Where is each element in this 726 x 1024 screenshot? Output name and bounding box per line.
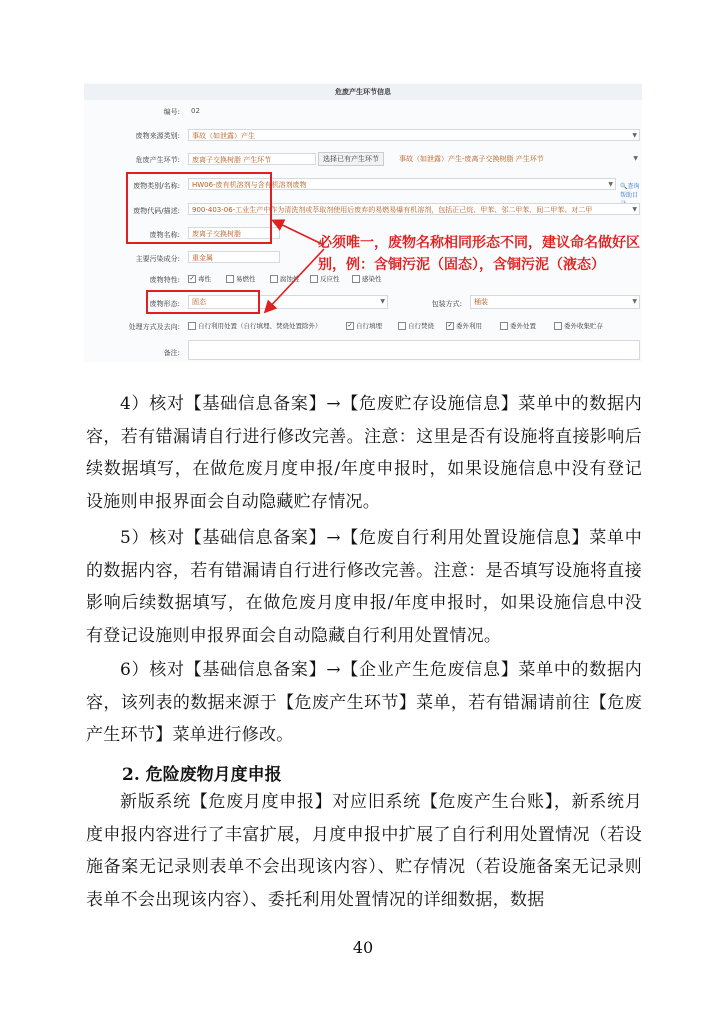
label-huanjie: 危废产生环节: [135, 156, 180, 164]
checkbox-outsourced-disposal[interactable] [500, 321, 536, 330]
select-baozhuang-value: 桶装 [474, 298, 488, 306]
checkbox-flammable[interactable] [226, 274, 256, 283]
select-xingtai-value: 固态 [192, 298, 206, 306]
input-wuran[interactable]: 重金属 [188, 251, 280, 263]
help-catalog-label: 查询帮助目 [620, 183, 640, 199]
form-header: 危废产生环节信息 [84, 84, 642, 100]
option-label: 感染性 [362, 275, 382, 283]
label-xingtai: 废物形态: [149, 300, 180, 308]
annotation-box-form [146, 290, 260, 314]
label-laiyuan: 废物来源类别: [135, 132, 180, 140]
checkbox-icon [500, 322, 508, 330]
select-laiyuan-value: 事故（如泄露）产生 [192, 132, 255, 140]
option-label: 委外处置 [510, 322, 536, 330]
paragraph-5: 5）核对【基础信息备案】→【危废自行利用处置设施信息】菜单中的数据内容，若有错漏请自行进行修改完善。注意：是否填写设施将直接影响后续数据填写，在做危废月度申报/年度申报时，如果设施信息中没有登记设施则申报界面会自动隐藏自行利用处置情况。 [86, 528, 642, 646]
page-number: 40 [352, 938, 374, 957]
checkbox-icon [188, 322, 196, 330]
checkbox-toxic[interactable] [188, 274, 211, 283]
checkbox-checked-icon: ✓ [347, 322, 353, 329]
paragraph-7: 新版系统【危废月度申报】对应旧系统【危废产生台账】，新系统月度申报内容进行了丰富扩展，月度申报中扩展了自行利用处置情况（若设施备案无记录则表单不会出现该内容）、贮存情况（若设施备案无记录则表单不会出现该内容）、委托利用处置情况的详细数据，数据 [86, 792, 642, 910]
arrow-to-name [274, 221, 324, 245]
select-baozhuang[interactable] [470, 295, 640, 309]
option-label: 自行焚烧 [408, 322, 434, 330]
input-mingcheng[interactable]: 废离子交换树脂 [188, 227, 280, 239]
label-bianhao: 编号: [163, 108, 180, 116]
label-daima: 废物代码/描述: [133, 207, 180, 215]
checkbox-icon [554, 322, 562, 330]
checkbox-checked-icon: ✓ [189, 275, 195, 282]
label-chuli: 处理方式及去向: [128, 323, 180, 331]
field-bianhao[interactable]: 02 [191, 107, 200, 115]
paragraph-6: 6）核对【基础信息备案】→【企业产生危废信息】菜单中的数据内容，该列表的数据来源于【危废产生环节】菜单，若有错漏请前往【危废产生环节】菜单进行修改。 [86, 660, 642, 745]
checkbox-checked-icon: ✓ [447, 322, 453, 329]
option-label: 反应性 [320, 275, 340, 283]
chevron-down-icon: ▼ [633, 155, 638, 162]
paragraph-4: 4）核对【基础信息备案】→【危废贮存设施信息】菜单中的数据内容，若有错漏请自行进行修改完善。注意：这里是否有设施将直接影响后续数据填写，在做危废月度申报/年度申报时，如果设施信息中没有登记设施则申报界面会自动隐藏贮存情况。 [86, 394, 642, 512]
chevron-down-icon: ▼ [632, 298, 637, 305]
label-baozhuang: 包装方式: [431, 300, 462, 308]
chevron-down-icon: ▼ [608, 181, 613, 188]
chevron-down-icon: ▼ [632, 132, 637, 139]
label-wuran: 主要污染成分: [135, 255, 180, 263]
checkbox-icon [226, 275, 234, 283]
choose-existing-button[interactable]: 选择已有产生环节 [318, 152, 384, 166]
annotation-note: 必须唯一，废物名称相同形态不同，建议命名做好区别，例：含铜污泥（固态），含铜污泥（液态） [318, 235, 640, 273]
select-leibie-value: HW06-废有机溶剂与含有机溶剂废物 [192, 181, 307, 189]
label-beizhu: 备注: [163, 349, 180, 357]
label-leibie: 废物类别/名称: [133, 182, 180, 190]
label-texing: 废物特性: [149, 276, 180, 284]
option-label: 自行填埋 [356, 322, 382, 330]
label-mingcheng: 废物名称: [149, 231, 180, 239]
select-huanjie-2[interactable] [396, 153, 640, 165]
checkbox-outsourced-use[interactable] [446, 321, 482, 330]
annotation-box-name [126, 172, 272, 244]
select-daima-value: 900-403-06-工业生产中作为清洗剂或萃取剂使用后废弃的易燃易爆有机溶剂，包括正己烷、甲苯、邻二甲苯、间二甲苯、对二甲 [192, 206, 593, 214]
option-label: 委外利用 [456, 322, 482, 330]
option-label: 腐蚀性 [280, 275, 300, 283]
select-laiyuan[interactable] [188, 129, 640, 141]
option-label: 毒性 [198, 275, 211, 283]
form-screenshot [84, 82, 642, 362]
checkbox-outsourced-storage[interactable] [554, 321, 603, 330]
select-huanjie-2-value: 事故（如泄露）产生-废离子交换树脂 产生环节 [399, 155, 544, 163]
search-icon: 🔍 [620, 183, 628, 190]
option-label: 委外收集贮存 [564, 322, 603, 330]
textarea-beizhu[interactable] [188, 340, 640, 360]
option-label: 易燃性 [236, 275, 256, 283]
option-label: 自行利用处置（自行填埋、焚烧处置除外） [198, 322, 322, 330]
input-huanjie[interactable]: 废离子交换树脂 产生环节 [188, 153, 316, 165]
chevron-down-icon: ▼ [380, 298, 385, 305]
chevron-down-icon: ▼ [632, 206, 637, 213]
arrow-to-form [266, 249, 324, 311]
section-heading: 2. 危险废物月度申报 [122, 765, 282, 785]
